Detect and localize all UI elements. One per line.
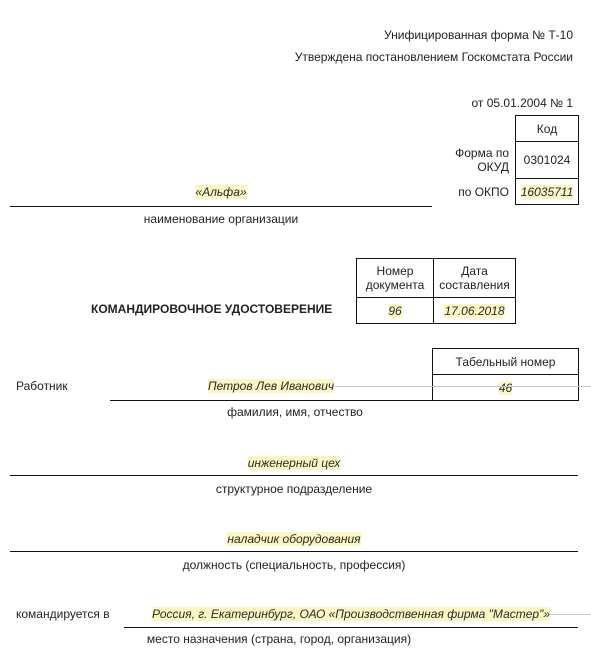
doc-date-head-line2: составления bbox=[439, 278, 510, 292]
form-name: Унифицированная форма № Т-10 bbox=[384, 28, 573, 42]
department-wrap bbox=[10, 456, 578, 470]
doc-number-value: 96 bbox=[388, 303, 402, 318]
organization-value-wrap bbox=[10, 185, 432, 199]
okud-label-line2: ОКУД bbox=[477, 160, 509, 174]
department-line bbox=[10, 475, 578, 476]
approval-note: Утверждена постановлением Госкомстата России bbox=[294, 50, 573, 64]
doc-date-head bbox=[433, 258, 516, 298]
okpo-label: по ОКПО bbox=[458, 185, 509, 199]
position-line bbox=[10, 551, 578, 552]
doc-number-head bbox=[356, 258, 434, 298]
doc-number-head-line1: Номер bbox=[376, 264, 414, 278]
destination-line bbox=[124, 627, 578, 628]
okud-label bbox=[455, 146, 509, 174]
worker-name-wrap bbox=[110, 379, 432, 393]
doc-date-wrap bbox=[433, 297, 516, 324]
position-value: наладчик оборудования bbox=[227, 532, 361, 546]
department-value: инженерный цех bbox=[247, 456, 341, 470]
tab-number-value: 46 bbox=[498, 380, 513, 395]
organization-line bbox=[10, 206, 432, 207]
department-caption: структурное подразделение bbox=[215, 482, 373, 496]
destination-value: Россия, г. Екатеринбург, ОАО «Производственная фирма "Мастер"» bbox=[151, 607, 551, 621]
code-header: Код bbox=[536, 121, 558, 136]
worker-label: Работник bbox=[16, 379, 68, 393]
doc-date-head-line1: Дата bbox=[461, 264, 488, 278]
doc-date-value: 17.06.2018 bbox=[444, 303, 505, 318]
organization-value: «Альфа» bbox=[195, 185, 247, 199]
position-caption: должность (специальность, профессия) bbox=[182, 558, 406, 572]
organization-caption: наименование организации bbox=[143, 212, 299, 226]
okpo-value-wrap bbox=[515, 178, 579, 205]
tab-number-wrap bbox=[432, 374, 579, 401]
doc-number-head-line2: документа bbox=[365, 278, 425, 292]
position-wrap bbox=[10, 532, 578, 546]
worker-name-caption: фамилия, имя, отчество bbox=[227, 405, 363, 419]
destination-wrap bbox=[124, 607, 578, 621]
form-date-number: от 05.01.2004 № 1 bbox=[471, 96, 573, 110]
worker-name-line bbox=[110, 400, 432, 401]
destination-label: командируется в bbox=[16, 607, 110, 621]
document-title: КОМАНДИРОВОЧНОЕ УДОСТОВЕРЕНИЕ bbox=[91, 302, 333, 316]
okud-value: 0301024 bbox=[523, 153, 571, 167]
okpo-value: 16035711 bbox=[520, 184, 574, 199]
doc-number-wrap bbox=[356, 297, 434, 324]
tab-number-head: Табельный номер bbox=[455, 354, 556, 369]
worker-name: Петров Лев Иванович bbox=[207, 379, 335, 393]
okud-label-line1: Форма по bbox=[455, 146, 509, 160]
destination-caption: место назначения (страна, город, организация) bbox=[146, 632, 412, 646]
